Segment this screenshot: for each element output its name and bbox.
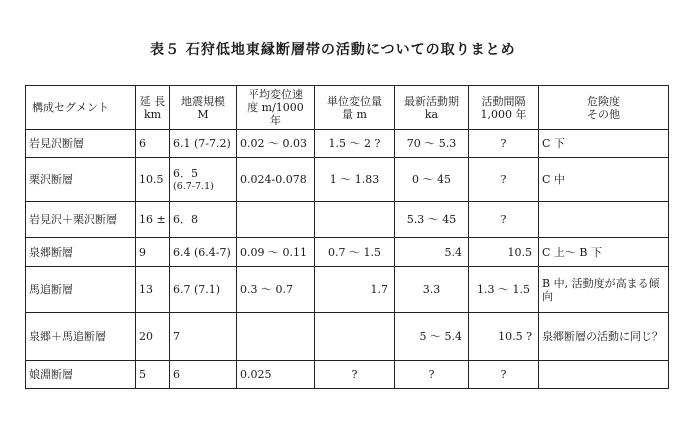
table-row	[26, 202, 669, 238]
interval-cell: ?	[469, 130, 539, 158]
magnitude-value: 7	[173, 330, 180, 343]
risk-cell: C 下	[539, 130, 669, 158]
col-header-interval	[469, 86, 539, 130]
interval-cell: ?	[469, 361, 539, 389]
col-header-length	[136, 86, 170, 130]
interval-cell: 1.3 ～ 1.5	[469, 267, 539, 313]
magnitude-cell	[170, 202, 237, 238]
magnitude-value: 6	[173, 368, 180, 381]
segment-name: 岩見沢＋栗沢断層	[26, 202, 136, 238]
length-cell: 13	[136, 267, 170, 313]
col-header-slip-rate	[237, 86, 315, 130]
length-cell: 5	[136, 361, 170, 389]
slip-rate-cell: 0.09 ～ 0.11	[237, 238, 315, 267]
latest-activity-cell: 0 ～ 45	[395, 158, 469, 202]
table-row	[26, 313, 669, 361]
interval-cell: 10.5	[469, 238, 539, 267]
latest-activity-cell: 5.4	[395, 238, 469, 267]
interval-cell: 10.5 ?	[469, 313, 539, 361]
displacement-cell: ?	[315, 361, 395, 389]
table-row	[26, 267, 669, 313]
header-label: 活動間隔	[481, 94, 526, 108]
col-header-risk	[539, 86, 669, 130]
col-header-latest-activity	[395, 86, 469, 130]
header-label: 地震規模	[181, 94, 225, 108]
segment-name: 馬追断層	[26, 267, 136, 313]
magnitude-value: 6.4 (6.4-7)	[173, 245, 231, 259]
risk-cell: C 中	[539, 158, 669, 202]
header-unit: km	[143, 107, 162, 121]
header-label: 平均変位速	[248, 88, 303, 101]
header-label: 単位変位量	[327, 94, 382, 108]
segment-name: 栗沢断層	[26, 158, 136, 202]
latest-activity-cell: 3.3	[395, 267, 469, 313]
displacement-cell: 0.7 ～ 1.5	[315, 238, 395, 267]
slip-rate-cell	[237, 202, 315, 238]
table-row	[26, 361, 669, 389]
slip-rate-cell: 0.025	[237, 361, 315, 389]
length-cell: 6	[136, 130, 170, 158]
table-row	[26, 238, 669, 267]
magnitude-cell	[170, 361, 237, 389]
header-label: 最新活動期	[404, 94, 459, 108]
magnitude-cell	[170, 158, 237, 202]
latest-activity-cell: ?	[395, 361, 469, 389]
table-row	[26, 130, 669, 158]
magnitude-range: (6.7-7.1)	[173, 180, 214, 192]
header-label: 構成セグメント	[32, 101, 109, 114]
risk-cell	[539, 202, 669, 238]
slip-rate-cell: 0.3 ～ 0.7	[237, 267, 315, 313]
magnitude-value: 6．8	[173, 213, 198, 226]
header-unit: 量 m	[342, 107, 367, 121]
length-cell: 9	[136, 238, 170, 267]
segment-name: 泉郷断層	[26, 238, 136, 267]
displacement-cell: 1.7	[315, 267, 395, 313]
latest-activity-cell: 5 ～ 5.4	[395, 313, 469, 361]
header-row	[26, 86, 669, 130]
latest-activity-cell: 5.3 ～ 45	[395, 202, 469, 238]
magnitude-value: 6.1 (7-7.2)	[173, 137, 231, 150]
displacement-cell: 1.5 ～ 2 ?	[315, 130, 395, 158]
interval-cell: ?	[469, 158, 539, 202]
slip-rate-cell: 0.02 ～ 0.03	[237, 130, 315, 158]
header-unit: ka	[424, 107, 439, 121]
risk-cell: C 上～ B 下	[539, 238, 669, 267]
header-label: 危険度	[587, 94, 620, 108]
length-cell: 20	[136, 313, 170, 361]
header-unit: その他	[587, 107, 620, 121]
slip-rate-cell	[237, 313, 315, 361]
risk-cell: B 中, 活動度が高まる傾向	[539, 267, 669, 313]
length-cell: 10.5	[136, 158, 170, 202]
col-header-unit-displacement	[315, 86, 395, 130]
segment-name: 娘淵断層	[26, 361, 136, 389]
risk-cell	[539, 361, 669, 389]
latest-activity-cell: 70 ～ 5.3	[395, 130, 469, 158]
fault-summary-table	[25, 85, 669, 389]
magnitude-cell	[170, 267, 237, 313]
risk-cell: 泉郷断層の活動に同じ？	[539, 313, 669, 361]
displacement-cell: 1 ～ 1.83	[315, 158, 395, 202]
magnitude-cell	[170, 313, 237, 361]
header-label: 延 長	[139, 94, 166, 108]
table-row	[26, 158, 669, 202]
header-unit: 1,000 年	[480, 107, 527, 121]
segment-name: 泉郷＋馬追断層	[26, 313, 136, 361]
displacement-cell	[315, 202, 395, 238]
col-header-segment	[26, 86, 136, 130]
interval-cell: ?	[469, 202, 539, 238]
col-header-magnitude	[170, 86, 237, 130]
slip-rate-cell: 0.024-0.078	[237, 158, 315, 202]
magnitude-cell	[170, 130, 237, 158]
table-title: 表５ 石狩低地東縁断層帯の活動についての取りまとめ	[150, 42, 516, 58]
displacement-cell	[315, 313, 395, 361]
length-cell: 16 ±	[136, 202, 170, 238]
magnitude-value: 6．5	[173, 166, 198, 180]
magnitude-value: 6.7 (7.1)	[173, 283, 221, 296]
header-unit: M	[197, 107, 209, 121]
magnitude-cell	[170, 238, 237, 267]
segment-name: 岩見沢断層	[26, 130, 136, 158]
header-unit: 度 m/1000 年	[247, 101, 304, 127]
